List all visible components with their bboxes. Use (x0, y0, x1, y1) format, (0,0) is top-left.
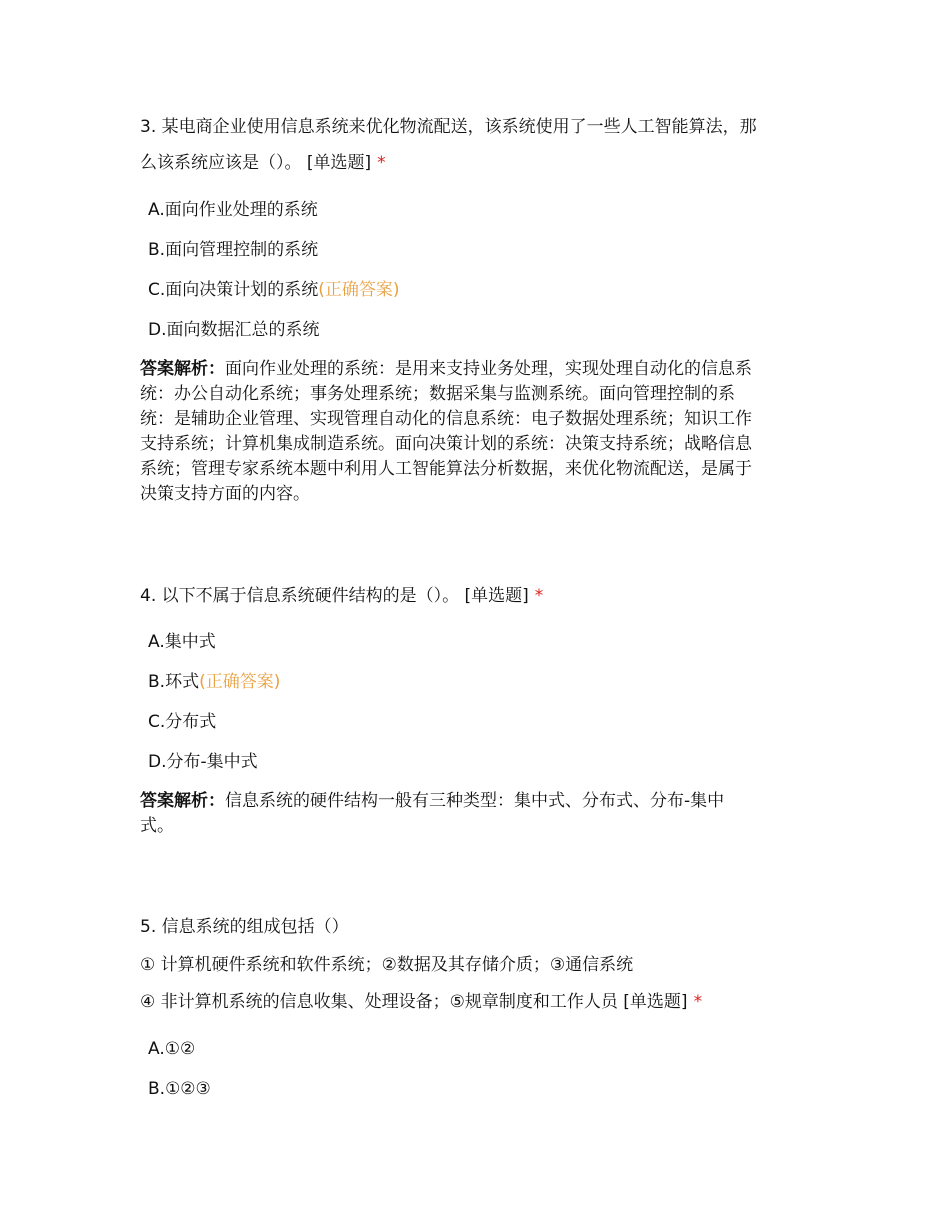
answer-analysis (140, 789, 820, 839)
analysis-line: 系统；管理专家系统本题中利用人工智能算法分析数据，来优化物流配送，是属于 (140, 459, 752, 479)
analysis-line: 统：办公自动化系统；事务处理系统；数据采集与监测系统。面向管理控制的系 (140, 384, 735, 404)
option-a[interactable]: A.①② (148, 1039, 196, 1059)
analysis-line: 统：是辅助企业管理、实现管理自动化的信息系统：电子数据处理系统；知识工作 (140, 409, 752, 429)
required-mark: * (534, 586, 544, 606)
option-b[interactable]: B.面向管理控制的系统 (148, 240, 319, 260)
correct-answer-tag: (正确答案) (318, 280, 400, 300)
option-d[interactable]: D.分布-集中式 (148, 752, 258, 772)
question-title-text: 么该系统应该是（）。 [单选题] (140, 153, 372, 173)
question-title: 3. 某电商企业使用信息系统来优化物流配送，该系统使用了一些人工智能算法，那 (140, 117, 757, 137)
question-title-text: ④ 非计算机系统的信息收集、处理设备；⑤规章制度和工作人员 [单选题] (140, 992, 688, 1012)
required-mark: * (377, 153, 386, 173)
question-title: 5. 信息系统的组成包括（） (140, 917, 349, 937)
analysis-line: 支持系统；计算机集成制造系统。面向决策计划的系统：决策支持系统；战略信息 (140, 434, 752, 454)
correct-answer-tag: (正确答案) (199, 672, 281, 692)
analysis-line: 式。 (140, 816, 174, 836)
analysis-line: 决策支持方面的内容。 (140, 484, 310, 504)
question-title-line-3 (140, 990, 702, 1014)
analysis-line: 面向作业处理的系统：是用来支持业务处理，实现处理自动化的信息系 (225, 359, 752, 379)
answer-analysis (140, 357, 820, 507)
option-a[interactable]: A.集中式 (148, 632, 216, 652)
option-b[interactable] (148, 670, 280, 694)
option-c[interactable] (148, 278, 400, 302)
analysis-line: 信息系统的硬件结构一般有三种类型：集中式、分布式、分布-集中 (225, 791, 725, 811)
question-title-line-2 (140, 151, 386, 175)
question-title (140, 584, 543, 608)
question-title-line-2: ① 计算机硬件系统和软件系统；②数据及其存储介质；③通信系统 (140, 955, 634, 975)
option-c-label: C.面向决策计划的系统 (148, 280, 319, 300)
option-c[interactable]: C.分布式 (148, 712, 217, 732)
option-d[interactable]: D.面向数据汇总的系统 (148, 320, 320, 340)
option-b-label: B.环式 (148, 672, 200, 692)
required-mark: * (693, 992, 703, 1012)
option-b[interactable]: B.①②③ (148, 1079, 211, 1099)
analysis-label: 答案解析： (140, 359, 225, 379)
question-title-text: 4. 以下不属于信息系统硬件结构的是（）。 [单选题] (140, 586, 529, 606)
option-a[interactable]: A.面向作业处理的系统 (148, 200, 318, 220)
analysis-label: 答案解析： (140, 791, 225, 811)
